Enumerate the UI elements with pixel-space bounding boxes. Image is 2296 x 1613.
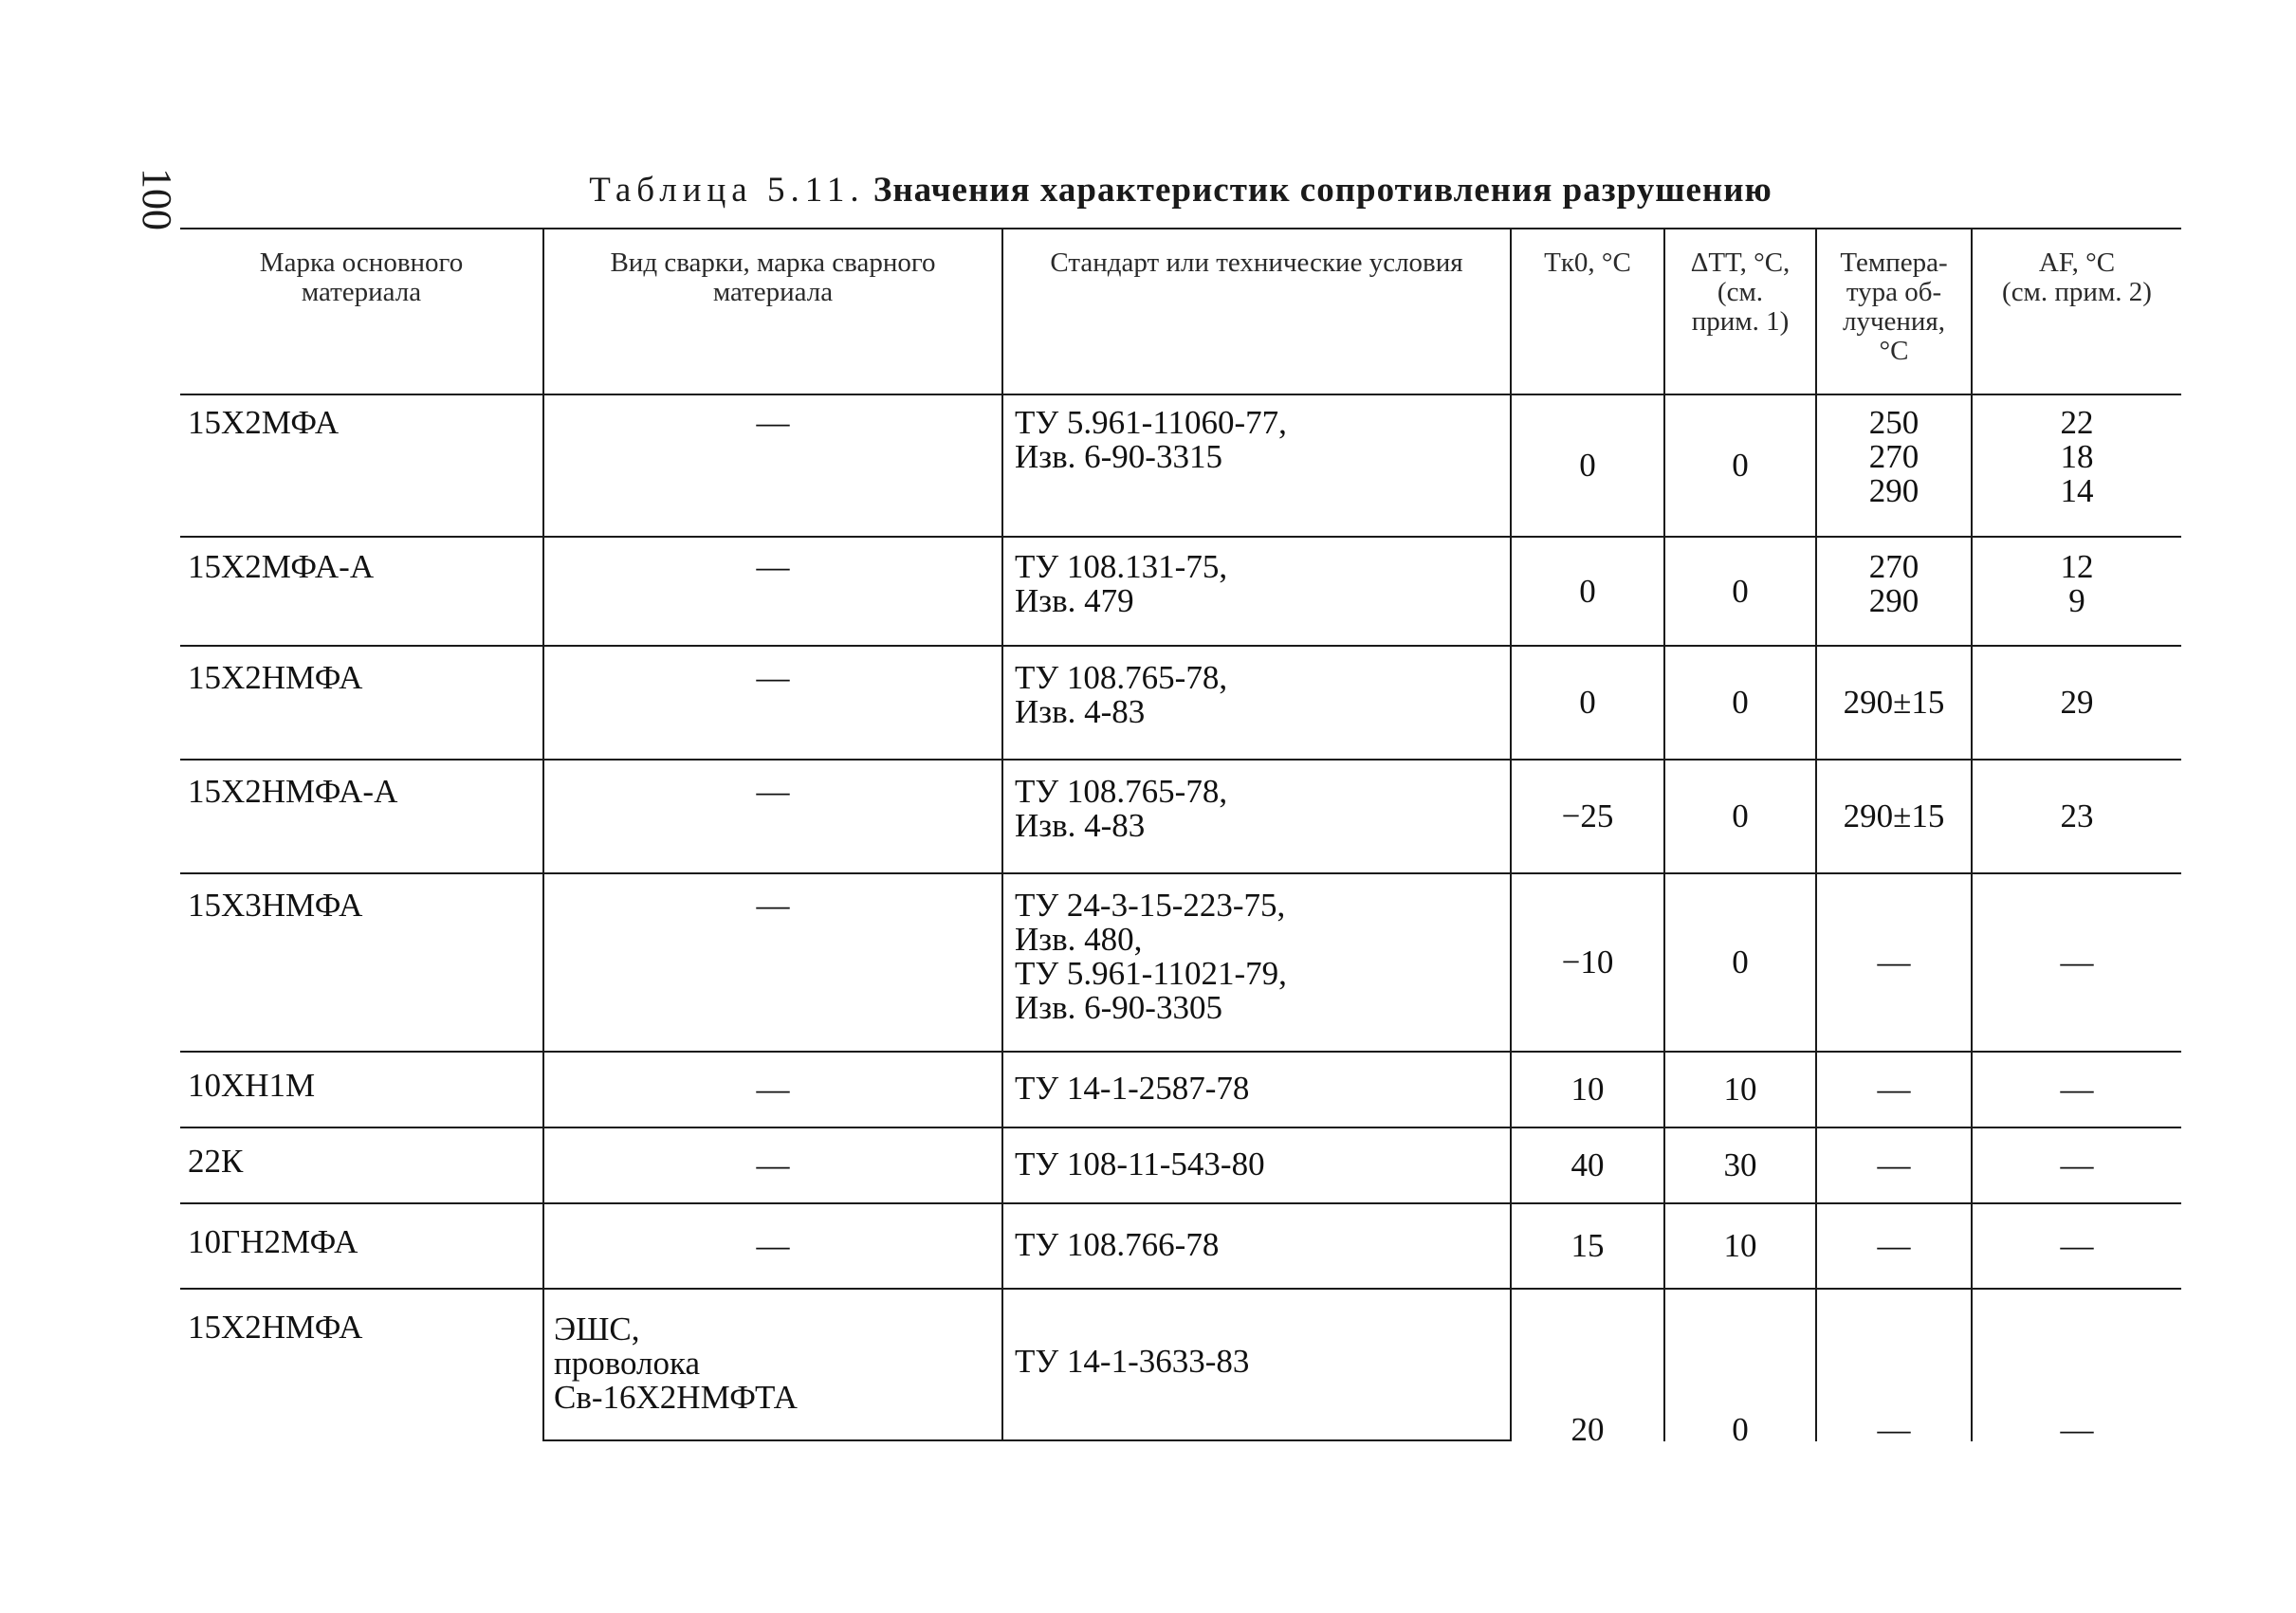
cell-delta-t: 0 [1732, 797, 1749, 834]
cell-irradiation-temp: — [1877, 1146, 1911, 1183]
cell-af: 29 [2060, 684, 2094, 721]
cell-welding: — [756, 1071, 790, 1108]
cell-material: 15Х3НМФА [188, 887, 363, 924]
cell-irradiation-temp: — [1877, 1227, 1911, 1264]
cell-af: — [2060, 944, 2094, 981]
cell-tk0: −25 [1561, 797, 1614, 834]
cell-welding: — [756, 404, 790, 441]
cell-welding: — [756, 548, 790, 585]
cell-af: 12 9 [2060, 548, 2094, 619]
cell-af: — [2060, 1227, 2094, 1264]
cell-material: 15Х2НМФА [188, 1309, 363, 1346]
cell-standard: ТУ 108.766-78 [1015, 1226, 1220, 1263]
cell-welding: — [756, 1227, 790, 1264]
cell-welding: ЭШС, проволока Св-16Х2НМФТА [554, 1311, 798, 1416]
cell-delta-t: 0 [1732, 447, 1749, 484]
cell-material: 10ХН1М [188, 1067, 316, 1104]
cell-delta-t: 0 [1732, 684, 1749, 721]
table-rule [180, 394, 2181, 395]
cell-delta-t: 10 [1723, 1227, 1757, 1264]
cell-af: 22 18 14 [2060, 404, 2094, 509]
cell-standard: ТУ 108.131-75, Изв. 479 [1015, 548, 1228, 619]
header-tk0: Tк0, °C [1544, 247, 1631, 278]
table-rule [180, 536, 2181, 538]
cell-irradiation-temp: 270 290 [1868, 548, 1919, 619]
cell-tk0: 0 [1579, 572, 1596, 610]
cell-material: 15Х2МФА [188, 404, 340, 441]
table-rule [1001, 228, 1003, 1441]
table-title-label: Таблица 5.11. [589, 171, 865, 210]
cell-standard: ТУ 14-1-3633-83 [1015, 1343, 1250, 1380]
table-rule [180, 1288, 2181, 1290]
cell-af: 23 [2060, 797, 2094, 834]
cell-material: 15Х2НМФА-А [188, 773, 398, 810]
cell-material: 15Х2НМФА [188, 659, 363, 696]
cell-irradiation-temp: 290±15 [1843, 684, 1945, 721]
cell-welding: — [756, 1146, 790, 1183]
cell-material: 22К [188, 1143, 244, 1180]
cell-delta-t: 0 [1732, 572, 1749, 610]
cell-tk0: −10 [1561, 944, 1614, 981]
cell-tk0: 20 [1570, 1411, 1605, 1448]
cell-delta-t: 0 [1732, 1411, 1749, 1448]
header-standard: Стандарт или технические условия [1050, 247, 1463, 278]
cell-irradiation-temp: — [1877, 1411, 1911, 1448]
cell-standard: ТУ 24-3-15-223-75, Изв. 480, ТУ 5.961-11021-79, Изв. 6-90-3305 [1015, 887, 1287, 1026]
header-material: Марка основного материала [259, 247, 464, 307]
cell-tk0: 10 [1570, 1071, 1605, 1108]
table-title [180, 169, 2181, 212]
cell-delta-t: 10 [1723, 1071, 1757, 1108]
cell-irradiation-temp: — [1877, 1071, 1911, 1108]
cell-tk0: 0 [1579, 447, 1596, 484]
cell-af: — [2060, 1071, 2094, 1108]
cell-irradiation-temp: 290±15 [1843, 797, 1945, 834]
table-title-caption: Значения характеристик сопротивления разрушению [872, 171, 1773, 210]
cell-material: 10ГН2МФА [188, 1223, 358, 1260]
cell-af: — [2060, 1146, 2094, 1183]
cell-standard: ТУ 108.765-78, Изв. 4-83 [1015, 773, 1228, 844]
cell-irradiation-temp: — [1877, 944, 1911, 981]
cell-welding: — [756, 773, 790, 810]
cell-tk0: 40 [1570, 1146, 1605, 1183]
header-irradiation-temp: Темпера- тура об- лучения, °C [1840, 247, 1948, 366]
cell-welding: — [756, 659, 790, 696]
cell-tk0: 0 [1579, 684, 1596, 721]
cell-standard: ТУ 108-11-543-80 [1015, 1146, 1265, 1182]
header-welding: Вид сварки, марка сварного материала [610, 247, 936, 307]
cell-tk0: 15 [1570, 1227, 1605, 1264]
cell-standard: ТУ 14-1-2587-78 [1015, 1070, 1250, 1107]
header-af: AF, °C (см. прим. 2) [2002, 247, 2152, 307]
table-rule [542, 1439, 1512, 1441]
page-number: 100 [134, 168, 180, 230]
header-delta-t: ΔTT, °C, (см. прим. 1) [1690, 247, 1791, 337]
cell-irradiation-temp: 250 270 290 [1868, 404, 1919, 509]
cell-material: 15Х2МФА-А [188, 548, 375, 585]
cell-standard: ТУ 108.765-78, Изв. 4-83 [1015, 659, 1228, 730]
cell-delta-t: 0 [1732, 944, 1749, 981]
cell-standard: ТУ 5.961-11060-77, Изв. 6-90-3315 [1015, 404, 1287, 475]
cell-af: — [2060, 1411, 2094, 1448]
cell-delta-t: 30 [1723, 1146, 1757, 1183]
cell-welding: — [756, 887, 790, 924]
